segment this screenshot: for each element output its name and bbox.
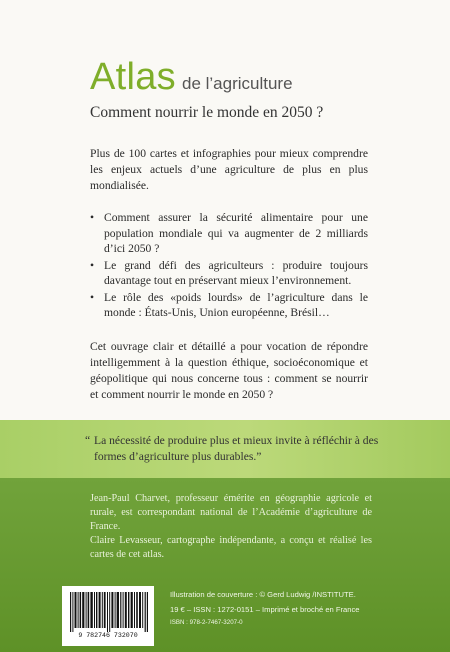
quote-open-mark: “ [85,434,91,447]
title-sub: de l’agriculture [181,74,293,93]
barcode-number: 9 782746 732070 [78,632,138,639]
intro-paragraph: Plus de 100 cartes et infographies pour mieux comprendre les enjeux actuels d’une agriculture de plus en plus mondialisée. [90,147,368,192]
bullet-list [90,210,368,321]
bullet-icon: • [90,258,95,272]
bullet-icon: • [90,290,95,304]
subtitle: Comment nourrir le monde en 2050 ? [90,104,324,121]
price-line: 19 € – ISSN : 1272-0151 – Imprimé et broché en France [170,605,360,614]
list-item-text: Comment assurer la sécurité alimentaire pour une population mondiale qui va augmenter de 2 milliards d’ici 2050 ? [104,211,368,255]
title-main: Atlas [90,56,176,98]
list-item [90,210,368,257]
main-text-block [90,58,368,403]
author-bio: Jean-Paul Charvet, professeur émérite en géographie agricole et rurale, est correspondant national de l’Académie d’agriculture de France. [90,493,372,532]
barcode [62,586,154,646]
quote-band [0,420,450,478]
quote [85,433,394,465]
author-bio: Claire Levasseur, cartographe indépendante, a conçu et réalisé les cartes de cet atlas. [90,535,372,560]
bullet-icon: • [90,211,95,224]
author-bios [90,492,372,562]
list-item-text: Le rôle des «poids lourds» de l’agriculture dans le monde : États-Unis, Union européenne, Brésil… [104,290,368,319]
description-paragraph: Cet ouvrage clair et détaillé a pour vocation de répondre intelligemment à la question éthique, socioéconomique et géopolitique qui nous concerne tous : comment se nourrir et comment nourrir le monde en 2050 ? [90,339,368,401]
bottom-band [0,478,450,652]
list-item [90,258,368,289]
cover-credit: Illustration de couverture : © Gerd Ludwig /INSTITUTE. [170,590,356,599]
list-item [90,290,368,321]
isbn-line: ISBN : 978-2-7467-3207-0 [170,619,243,626]
title [90,58,368,96]
barcode-bars-icon [70,592,148,632]
list-item-text: Le grand défi des agriculteurs : produire toujours davantage tout en préservant mieux l’environnement. [104,258,368,287]
legal-info [170,590,360,626]
quote-text: La nécessité de produire plus et mieux invite à réfléchir à des formes d’agriculture plus durables.” [94,434,379,463]
